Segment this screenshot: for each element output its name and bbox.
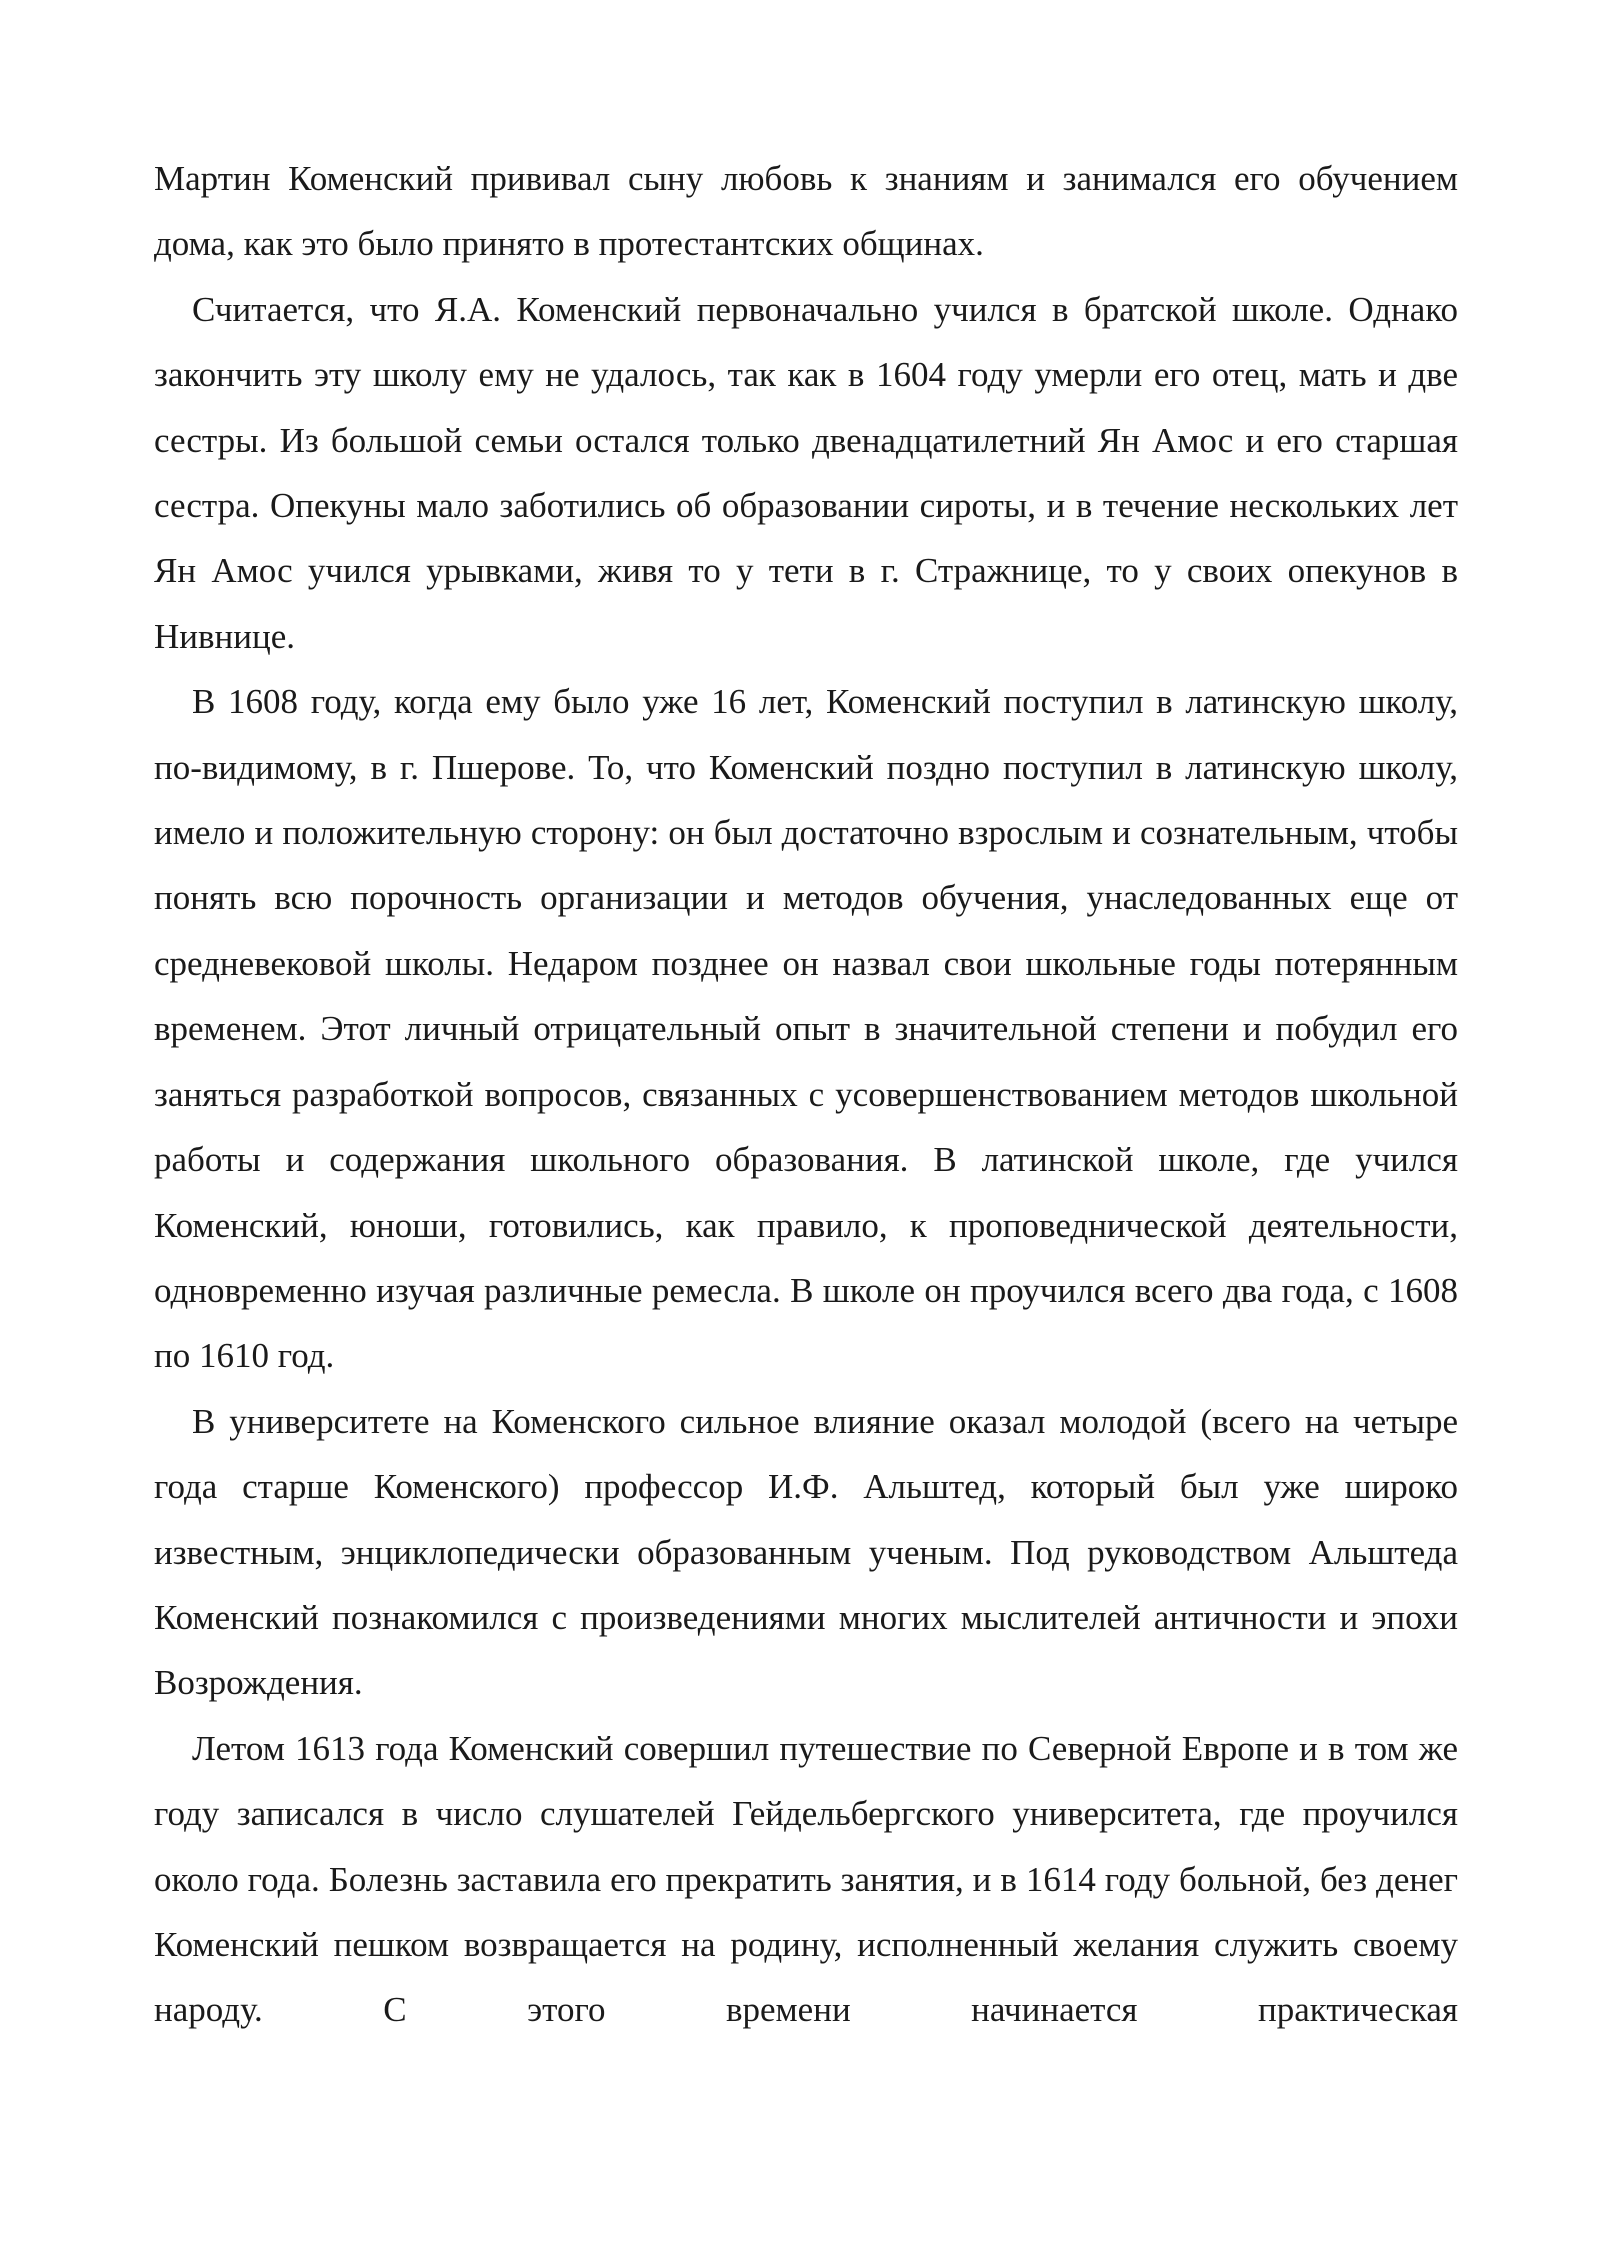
paragraph-4: В университете на Коменского сильное влияние оказал молодой (всего на четыре года старше Коменского) профессор И.Ф. Альштед, который был уже широко известным, энциклопедически образованным ученым. Под руководством Альштеда Коменский познакомился с произведениями многих мыслителей античности и эпохи Возрождения. (154, 1401, 1458, 1703)
paragraph-2: Считается, что Я.А. Коменский первоначально учился в братской школе. Однако закончить эту школу ему не удалось, так как в 1604 году умерли его отец, мать и две сестры. Из большой семьи остался только двенадцатилетний Ян Амос и его старшая сестра. Опекуны мало заботились об образовании сироты, и в течение нескольких лет Ян Амос учился урывками, живя то у тети в г. Стражнице, то у своих опекунов в Нивнице. (154, 289, 1458, 656)
document-body (154, 146, 1458, 2043)
paragraph-1: Мартин Коменский прививал сыну любовь к знаниям и занимался его обучением дома, как это было принято в протестантских общинах. (154, 159, 1458, 264)
paragraph-5: Летом 1613 года Коменский совершил путешествие по Северной Европе и в том же году записался в число слушателей Гейдельбергского университета, где проучился около года. Болезнь заставила его прекратить занятия, и в 1614 году больной, без денег Коменский пешком возвращается на родину, исполненный желания служить своему народу. С этого времени начинается практическая (154, 1728, 1458, 2030)
paragraph-3: В 1608 году, когда ему было уже 16 лет, Коменский поступил в латинскую школу, по-видимому, в г. Пшерове. То, что Коменский поздно поступил в латинскую школу, имело и положительную сторону: он был достаточно взрослым и сознательным, чтобы понять всю порочность организации и методов обучения, унаследованных еще от средневековой школы. Недаром позднее он назвал свои школьные годы потерянным временем. Этот личный отрицательный опыт в значительной степени и побудил его заняться разработкой вопросов, связанных с усовершенствованием методов школьной работы и содержания школьного образования. В латинской школе, где учился Коменский, юноши, готовились, как правило, к проповеднической деятельности, одновременно изучая различные ремесла. В школе он проучился всего два года, с 1608 по 1610 год. (154, 682, 1458, 1376)
